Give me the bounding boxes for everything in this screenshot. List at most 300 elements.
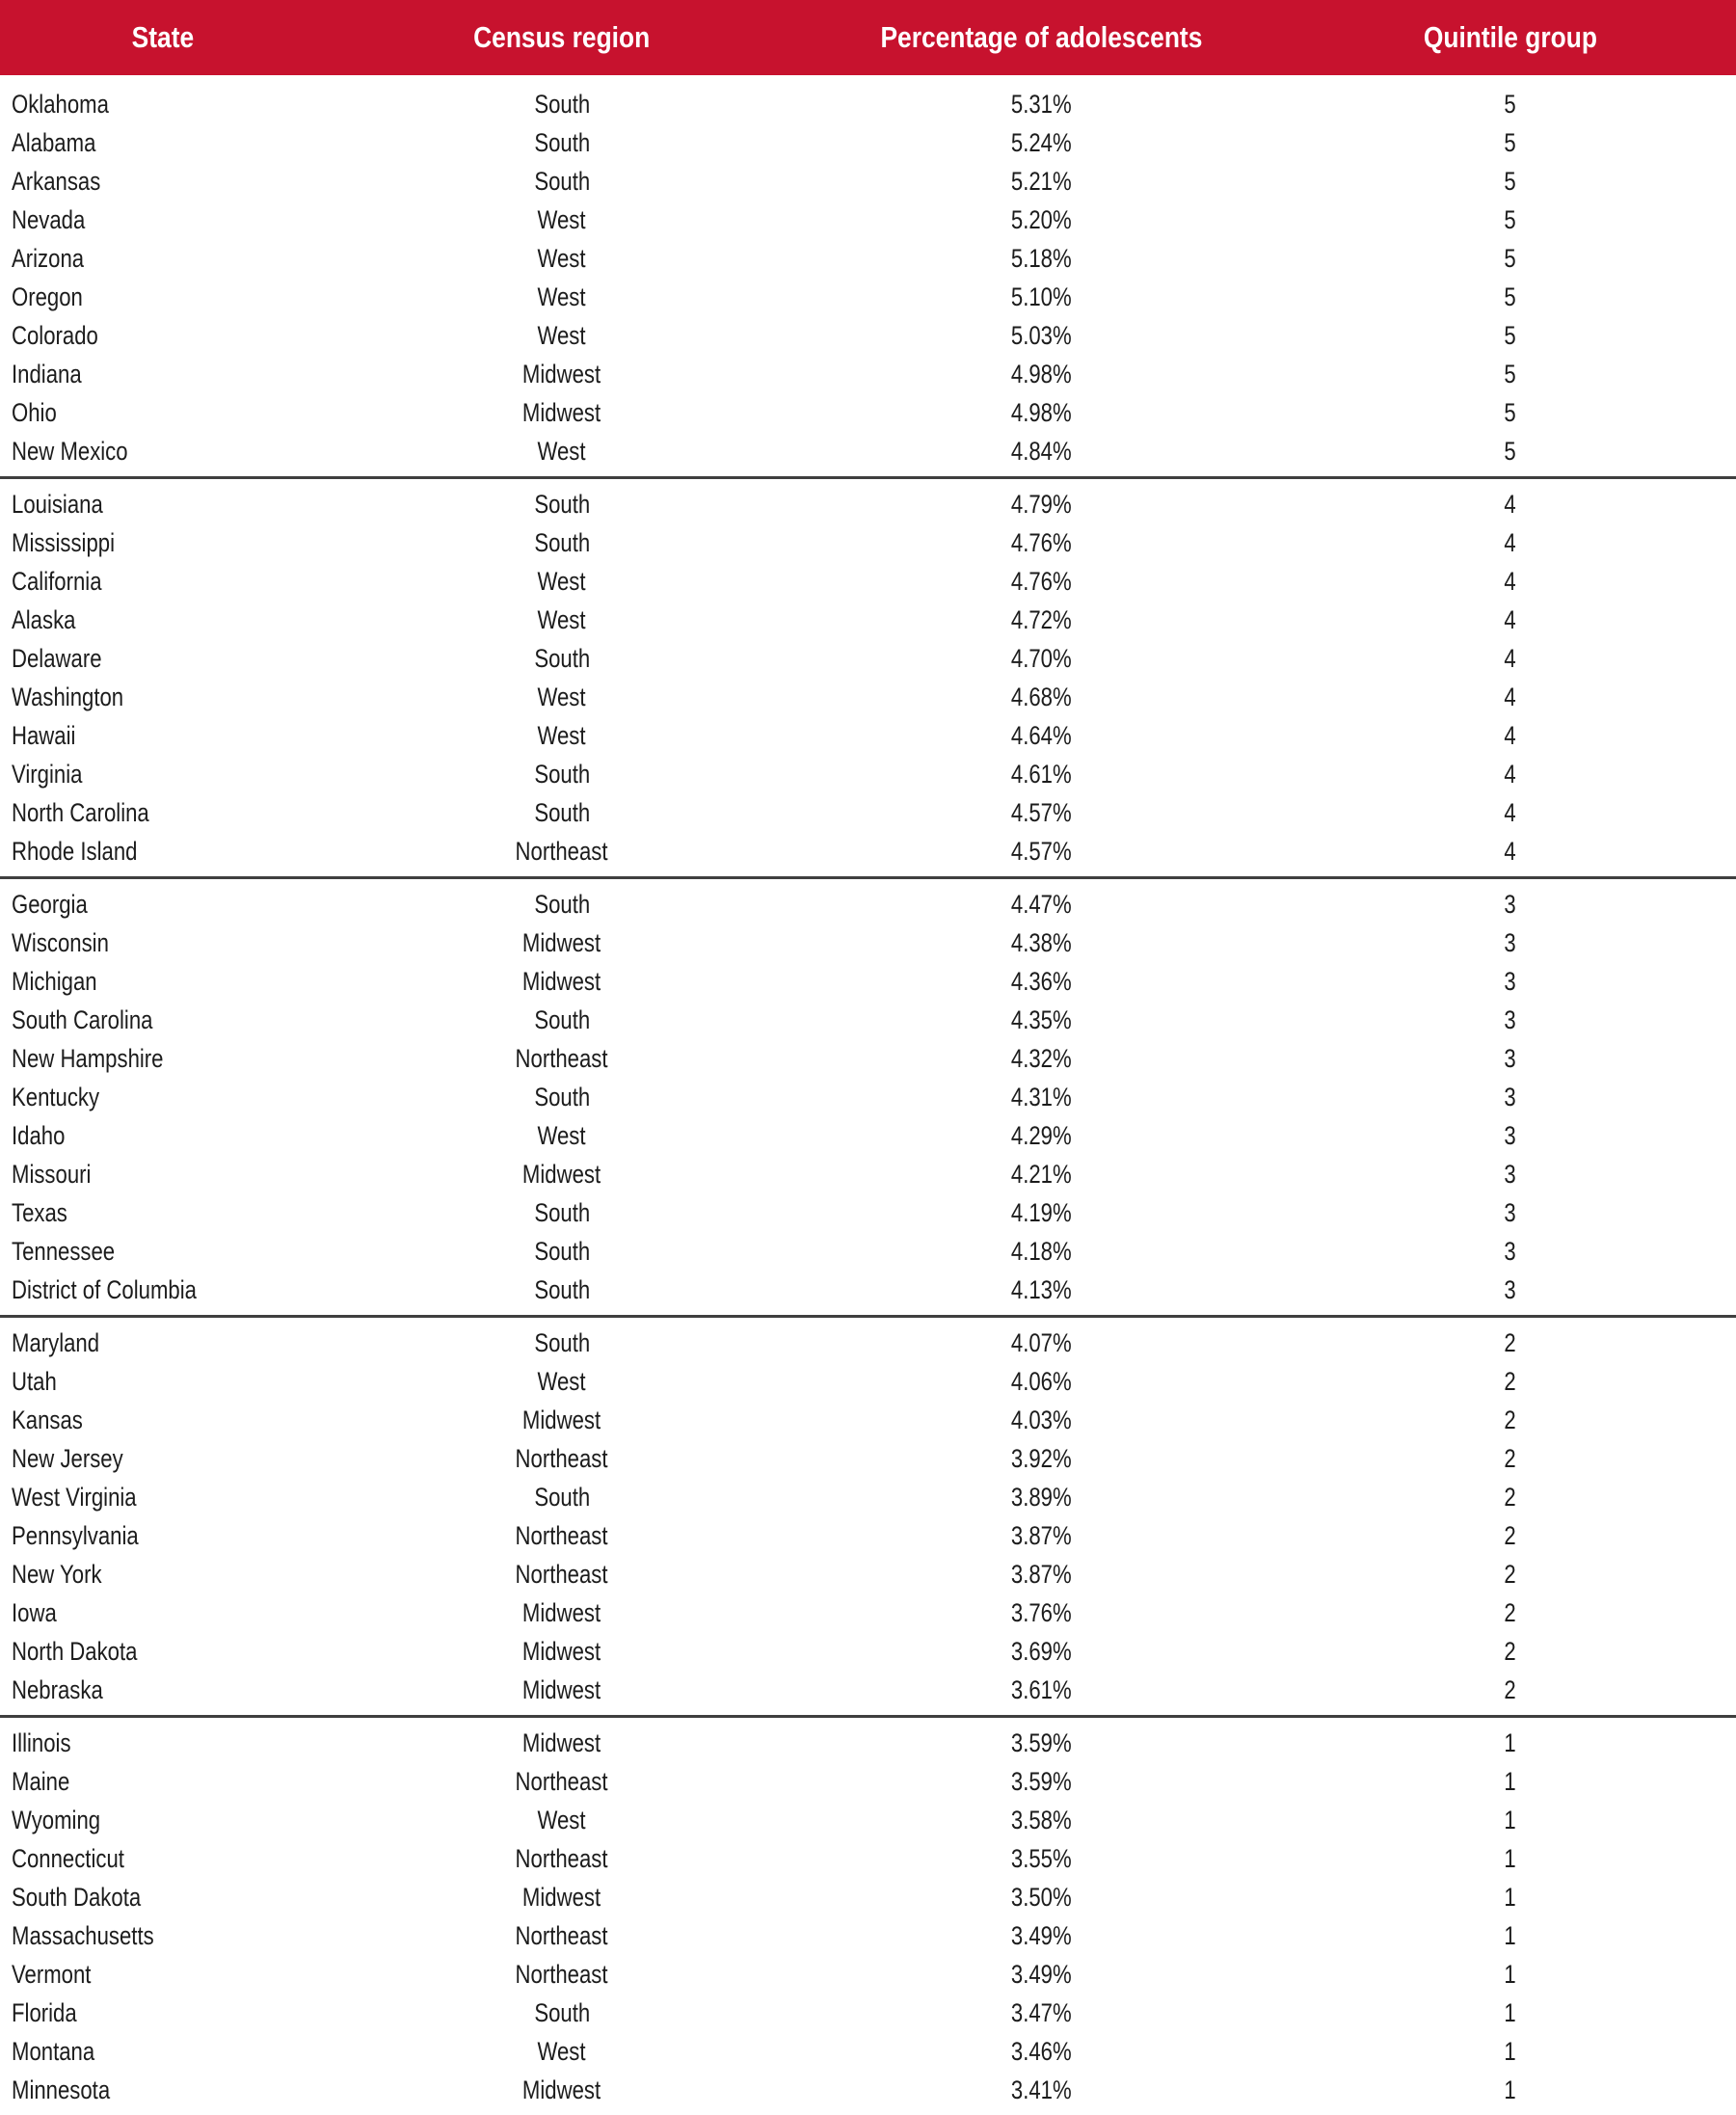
table-row bbox=[0, 1317, 1736, 1363]
percentage-cell-text: 3.61% bbox=[1011, 1675, 1072, 1705]
percentage-cell bbox=[798, 1116, 1285, 1155]
census-region-cell-text: South bbox=[534, 798, 590, 828]
census-region-cell bbox=[326, 239, 798, 278]
census-region-cell-text: Northeast bbox=[516, 1767, 608, 1797]
quintile-group-1 bbox=[0, 1717, 1736, 2115]
census-region-cell bbox=[326, 1593, 798, 1632]
state-cell bbox=[0, 1401, 326, 1439]
state-cell bbox=[0, 1078, 326, 1116]
quintile-cell bbox=[1285, 1955, 1736, 1994]
census-region-cell bbox=[326, 278, 798, 316]
quintile-cell bbox=[1285, 1555, 1736, 1593]
census-region-cell bbox=[326, 716, 798, 755]
percentage-cell-text: 3.76% bbox=[1011, 1598, 1072, 1628]
state-cell bbox=[0, 878, 326, 924]
state-cell bbox=[0, 1362, 326, 1401]
census-region-cell-text: Midwest bbox=[522, 398, 601, 428]
state-cell-text: Massachusetts bbox=[12, 1921, 154, 1951]
quintile-cell-text: 5 bbox=[1505, 205, 1516, 235]
state-cell bbox=[0, 123, 326, 162]
census-region-cell-text: Midwest bbox=[522, 1598, 601, 1628]
table-row bbox=[0, 201, 1736, 239]
percentage-cell-text: 3.87% bbox=[1011, 1560, 1072, 1590]
census-region-cell-text: South bbox=[534, 167, 590, 197]
table-row bbox=[0, 355, 1736, 393]
census-region-cell bbox=[326, 1155, 798, 1193]
quintile-cell bbox=[1285, 316, 1736, 355]
table-row bbox=[0, 478, 1736, 524]
state-cell-text: North Dakota bbox=[12, 1637, 137, 1667]
state-cell-text: Tennessee bbox=[12, 1237, 115, 1267]
census-region-cell-text: West bbox=[538, 437, 586, 467]
table-row bbox=[0, 1671, 1736, 1717]
quintile-cell bbox=[1285, 2071, 1736, 2115]
census-region-cell-text: Midwest bbox=[522, 1728, 601, 1758]
quintile-cell bbox=[1285, 1994, 1736, 2032]
table-row bbox=[0, 678, 1736, 716]
census-region-cell bbox=[326, 1839, 798, 1878]
percentage-cell-text: 4.68% bbox=[1011, 683, 1072, 712]
quintile-cell-text: 4 bbox=[1505, 683, 1516, 712]
percentage-cell-text: 3.92% bbox=[1011, 1444, 1072, 1474]
percentage-cell bbox=[798, 1155, 1285, 1193]
quintile-cell bbox=[1285, 478, 1736, 524]
state-cell-text: Virginia bbox=[12, 760, 82, 790]
census-region-cell bbox=[326, 1401, 798, 1439]
table-row bbox=[0, 716, 1736, 755]
state-cell-text: Pennsylvania bbox=[12, 1521, 139, 1551]
state-cell-text: Missouri bbox=[12, 1160, 91, 1190]
census-region-cell bbox=[326, 962, 798, 1001]
quintile-cell bbox=[1285, 1717, 1736, 1763]
table-row bbox=[0, 1994, 1736, 2032]
table-row bbox=[0, 832, 1736, 878]
state-cell bbox=[0, 75, 326, 123]
quintile-cell bbox=[1285, 793, 1736, 832]
quintile-cell bbox=[1285, 1039, 1736, 1078]
quintile-cell bbox=[1285, 832, 1736, 878]
state-cell-text: Michigan bbox=[12, 967, 97, 997]
quintile-group-2 bbox=[0, 1317, 1736, 1717]
state-cell bbox=[0, 1516, 326, 1555]
quintile-cell bbox=[1285, 75, 1736, 123]
quintile-cell bbox=[1285, 1478, 1736, 1516]
census-region-cell-text: Midwest bbox=[522, 928, 601, 958]
percentage-cell-text: 5.03% bbox=[1011, 321, 1072, 351]
percentage-cell bbox=[798, 1317, 1285, 1363]
column-header-quintile-label: Quintile group bbox=[1424, 20, 1597, 55]
percentage-cell-text: 4.72% bbox=[1011, 605, 1072, 635]
table-row bbox=[0, 924, 1736, 962]
percentage-cell bbox=[798, 1801, 1285, 1839]
state-cell bbox=[0, 162, 326, 201]
percentage-cell-text: 4.31% bbox=[1011, 1083, 1072, 1112]
table-row bbox=[0, 432, 1736, 478]
quintile-cell bbox=[1285, 1155, 1736, 1193]
state-cell-text: Montana bbox=[12, 2037, 94, 2067]
table-row bbox=[0, 639, 1736, 678]
quintile-cell-text: 3 bbox=[1505, 890, 1516, 920]
table-row bbox=[0, 1271, 1736, 1317]
state-cell-text: Rhode Island bbox=[12, 837, 137, 867]
census-region-cell bbox=[326, 793, 798, 832]
column-header-state-label: State bbox=[132, 20, 194, 55]
percentage-cell bbox=[798, 75, 1285, 123]
quintile-group-3 bbox=[0, 878, 1736, 1317]
table-row bbox=[0, 755, 1736, 793]
percentage-cell-text: 3.58% bbox=[1011, 1806, 1072, 1835]
percentage-cell-text: 3.69% bbox=[1011, 1637, 1072, 1667]
quintile-cell bbox=[1285, 123, 1736, 162]
percentage-cell-text: 5.10% bbox=[1011, 282, 1072, 312]
quintile-cell-text: 2 bbox=[1505, 1637, 1516, 1667]
quintile-cell-text: 1 bbox=[1505, 1883, 1516, 1913]
census-region-cell bbox=[326, 1439, 798, 1478]
quintile-cell-text: 5 bbox=[1505, 244, 1516, 274]
quintile-cell-text: 1 bbox=[1505, 1728, 1516, 1758]
percentage-cell bbox=[798, 793, 1285, 832]
quintile-cell bbox=[1285, 201, 1736, 239]
state-cell-text: Wyoming bbox=[12, 1806, 100, 1835]
quintile-cell bbox=[1285, 1593, 1736, 1632]
census-region-cell-text: Midwest bbox=[522, 1883, 601, 1913]
table-row bbox=[0, 1717, 1736, 1763]
state-cell bbox=[0, 832, 326, 878]
quintile-cell bbox=[1285, 162, 1736, 201]
table-row bbox=[0, 1593, 1736, 1632]
census-region-cell bbox=[326, 523, 798, 562]
state-cell-text: Utah bbox=[12, 1367, 57, 1397]
percentage-cell-text: 3.59% bbox=[1011, 1767, 1072, 1797]
percentage-cell bbox=[798, 239, 1285, 278]
census-region-cell-text: South bbox=[534, 490, 590, 520]
percentage-cell-text: 4.70% bbox=[1011, 644, 1072, 674]
census-region-cell-text: South bbox=[534, 128, 590, 158]
table-row bbox=[0, 1362, 1736, 1401]
census-region-cell-text: South bbox=[534, 1328, 590, 1358]
percentage-cell bbox=[798, 639, 1285, 678]
state-cell-text: Vermont bbox=[12, 1960, 91, 1990]
quintile-cell bbox=[1285, 716, 1736, 755]
quintile-cell bbox=[1285, 1516, 1736, 1555]
quintile-cell bbox=[1285, 639, 1736, 678]
quintile-cell-text: 4 bbox=[1505, 644, 1516, 674]
percentage-cell-text: 4.18% bbox=[1011, 1237, 1072, 1267]
census-region-cell-text: Northeast bbox=[516, 1960, 608, 1990]
state-cell-text: Delaware bbox=[12, 644, 102, 674]
quintile-cell bbox=[1285, 1762, 1736, 1801]
percentage-cell bbox=[798, 2071, 1285, 2115]
percentage-cell-text: 4.98% bbox=[1011, 398, 1072, 428]
percentage-cell-text: 4.29% bbox=[1011, 1121, 1072, 1151]
quintile-cell-text: 5 bbox=[1505, 167, 1516, 197]
table-row bbox=[0, 2032, 1736, 2071]
quintile-cell bbox=[1285, 1317, 1736, 1363]
quintile-cell-text: 1 bbox=[1505, 1767, 1516, 1797]
census-region-cell bbox=[326, 1317, 798, 1363]
table-row bbox=[0, 1078, 1736, 1116]
quintile-cell bbox=[1285, 1078, 1736, 1116]
table-row bbox=[0, 1478, 1736, 1516]
percentage-cell-text: 3.87% bbox=[1011, 1521, 1072, 1551]
table-row bbox=[0, 1232, 1736, 1271]
census-region-cell-text: South bbox=[534, 1483, 590, 1513]
quintile-cell-text: 4 bbox=[1505, 837, 1516, 867]
state-cell-text: Maine bbox=[12, 1767, 69, 1797]
percentage-cell bbox=[798, 716, 1285, 755]
state-cell bbox=[0, 1155, 326, 1193]
percentage-cell bbox=[798, 1271, 1285, 1317]
census-region-cell-text: West bbox=[538, 321, 586, 351]
census-region-cell-text: South bbox=[534, 644, 590, 674]
state-cell-text: Kansas bbox=[12, 1406, 83, 1435]
percentage-cell-text: 4.06% bbox=[1011, 1367, 1072, 1397]
table-row bbox=[0, 1632, 1736, 1671]
state-cell bbox=[0, 523, 326, 562]
percentage-cell bbox=[798, 832, 1285, 878]
state-cell bbox=[0, 432, 326, 478]
percentage-cell bbox=[798, 1994, 1285, 2032]
column-header-state bbox=[0, 0, 326, 75]
percentage-cell bbox=[798, 162, 1285, 201]
percentage-cell-text: 4.84% bbox=[1011, 437, 1072, 467]
quintile-cell-text: 2 bbox=[1505, 1406, 1516, 1435]
census-region-cell bbox=[326, 393, 798, 432]
table-row bbox=[0, 1839, 1736, 1878]
percentage-cell-text: 5.24% bbox=[1011, 128, 1072, 158]
state-cell bbox=[0, 2071, 326, 2115]
census-region-cell-text: South bbox=[534, 760, 590, 790]
table-row bbox=[0, 1401, 1736, 1439]
percentage-cell bbox=[798, 1593, 1285, 1632]
percentage-cell-text: 3.89% bbox=[1011, 1483, 1072, 1513]
table-row bbox=[0, 793, 1736, 832]
column-header-census-region-label: Census region bbox=[473, 20, 650, 55]
quintile-cell-text: 1 bbox=[1505, 1844, 1516, 1874]
census-region-cell-text: South bbox=[534, 1005, 590, 1035]
census-region-cell-text: South bbox=[534, 1083, 590, 1112]
table-row bbox=[0, 1039, 1736, 1078]
census-region-cell bbox=[326, 1555, 798, 1593]
quintile-cell-text: 3 bbox=[1505, 1121, 1516, 1151]
census-region-cell bbox=[326, 1671, 798, 1717]
percentage-cell-text: 4.07% bbox=[1011, 1328, 1072, 1358]
census-region-cell-text: Northeast bbox=[516, 1921, 608, 1951]
quintile-cell bbox=[1285, 962, 1736, 1001]
percentage-cell-text: 5.31% bbox=[1011, 90, 1072, 120]
census-region-cell-text: West bbox=[538, 205, 586, 235]
census-region-cell bbox=[326, 878, 798, 924]
percentage-cell bbox=[798, 278, 1285, 316]
table-row bbox=[0, 1555, 1736, 1593]
quintile-cell-text: 4 bbox=[1505, 798, 1516, 828]
state-cell bbox=[0, 1271, 326, 1317]
census-region-cell-text: South bbox=[534, 1275, 590, 1305]
quintile-cell-text: 1 bbox=[1505, 2037, 1516, 2067]
state-cell bbox=[0, 678, 326, 716]
percentage-cell-text: 5.18% bbox=[1011, 244, 1072, 274]
state-cell bbox=[0, 793, 326, 832]
table-row bbox=[0, 278, 1736, 316]
census-region-cell bbox=[326, 601, 798, 639]
census-region-cell bbox=[326, 1632, 798, 1671]
census-region-cell bbox=[326, 2032, 798, 2071]
state-cell bbox=[0, 1994, 326, 2032]
quintile-cell-text: 1 bbox=[1505, 1998, 1516, 2028]
quintile-cell-text: 2 bbox=[1505, 1444, 1516, 1474]
census-region-cell bbox=[326, 355, 798, 393]
census-region-cell bbox=[326, 832, 798, 878]
column-header-percentage-label: Percentage of adolescents bbox=[881, 20, 1203, 55]
census-region-cell bbox=[326, 1717, 798, 1763]
quintile-cell bbox=[1285, 1439, 1736, 1478]
quintile-cell bbox=[1285, 755, 1736, 793]
percentage-cell-text: 3.49% bbox=[1011, 1921, 1072, 1951]
state-cell-text: Arkansas bbox=[12, 167, 100, 197]
quintile-cell-text: 1 bbox=[1505, 1960, 1516, 1990]
state-cell-text: Washington bbox=[12, 683, 123, 712]
census-region-cell-text: South bbox=[534, 90, 590, 120]
percentage-cell bbox=[798, 1632, 1285, 1671]
census-region-cell-text: Northeast bbox=[516, 1844, 608, 1874]
quintile-cell-text: 5 bbox=[1505, 128, 1516, 158]
quintile-cell bbox=[1285, 601, 1736, 639]
state-cell-text: New Hampshire bbox=[12, 1044, 163, 1074]
state-cell-text: New Mexico bbox=[12, 437, 128, 467]
census-region-cell bbox=[326, 2071, 798, 2115]
percentage-cell bbox=[798, 1478, 1285, 1516]
census-region-cell bbox=[326, 1762, 798, 1801]
state-cell-text: Oregon bbox=[12, 282, 83, 312]
quintile-cell bbox=[1285, 1878, 1736, 1916]
state-cell-text: North Carolina bbox=[12, 798, 149, 828]
quintile-cell bbox=[1285, 678, 1736, 716]
percentage-cell-text: 4.19% bbox=[1011, 1198, 1072, 1228]
table-row bbox=[0, 393, 1736, 432]
quintile-cell bbox=[1285, 1271, 1736, 1317]
percentage-cell bbox=[798, 478, 1285, 524]
state-cell-text: West Virginia bbox=[12, 1483, 137, 1513]
state-cell-text: Wisconsin bbox=[12, 928, 109, 958]
state-cell bbox=[0, 1039, 326, 1078]
percentage-cell-text: 4.13% bbox=[1011, 1275, 1072, 1305]
state-cell-text: Maryland bbox=[12, 1328, 99, 1358]
census-region-cell bbox=[326, 1916, 798, 1955]
percentage-cell bbox=[798, 962, 1285, 1001]
state-cell bbox=[0, 1478, 326, 1516]
percentage-cell-text: 3.49% bbox=[1011, 1960, 1072, 1990]
percentage-cell bbox=[798, 2032, 1285, 2071]
percentage-cell bbox=[798, 1039, 1285, 1078]
quintile-cell-text: 2 bbox=[1505, 1483, 1516, 1513]
percentage-cell bbox=[798, 1439, 1285, 1478]
state-cell bbox=[0, 1916, 326, 1955]
quintile-cell bbox=[1285, 1801, 1736, 1839]
census-region-cell bbox=[326, 1001, 798, 1039]
column-header-census-region bbox=[326, 0, 798, 75]
percentage-cell-text: 4.57% bbox=[1011, 837, 1072, 867]
state-cell-text: Hawaii bbox=[12, 721, 75, 751]
state-cell-text: California bbox=[12, 567, 102, 597]
census-region-cell bbox=[326, 678, 798, 716]
state-cell bbox=[0, 1317, 326, 1363]
census-region-cell-text: West bbox=[538, 683, 586, 712]
state-cell-text: Texas bbox=[12, 1198, 67, 1228]
census-region-cell bbox=[326, 316, 798, 355]
census-region-cell bbox=[326, 562, 798, 601]
percentage-cell-text: 4.03% bbox=[1011, 1406, 1072, 1435]
census-region-cell bbox=[326, 1362, 798, 1401]
quintile-cell bbox=[1285, 1401, 1736, 1439]
census-region-cell-text: Northeast bbox=[516, 1521, 608, 1551]
quintile-cell-text: 3 bbox=[1505, 1160, 1516, 1190]
state-cell bbox=[0, 1717, 326, 1763]
percentage-cell bbox=[798, 1762, 1285, 1801]
census-region-cell-text: Midwest bbox=[522, 967, 601, 997]
census-region-cell-text: Midwest bbox=[522, 1675, 601, 1705]
state-cell bbox=[0, 316, 326, 355]
quintile-cell-text: 2 bbox=[1505, 1367, 1516, 1397]
quintile-cell-text: 4 bbox=[1505, 567, 1516, 597]
census-region-cell bbox=[326, 432, 798, 478]
census-region-cell-text: South bbox=[534, 1237, 590, 1267]
percentage-cell bbox=[798, 1516, 1285, 1555]
census-region-cell-text: Midwest bbox=[522, 1637, 601, 1667]
state-cell-text: Alaska bbox=[12, 605, 75, 635]
percentage-cell-text: 4.35% bbox=[1011, 1005, 1072, 1035]
census-region-cell-text: South bbox=[534, 890, 590, 920]
quintile-cell-text: 4 bbox=[1505, 528, 1516, 558]
state-cell bbox=[0, 716, 326, 755]
percentage-cell-text: 3.50% bbox=[1011, 1883, 1072, 1913]
census-region-cell bbox=[326, 478, 798, 524]
census-region-cell-text: West bbox=[538, 1367, 586, 1397]
census-region-cell bbox=[326, 1271, 798, 1317]
census-region-cell-text: Midwest bbox=[522, 1406, 601, 1435]
column-header-quintile bbox=[1285, 0, 1736, 75]
percentage-cell bbox=[798, 123, 1285, 162]
percentage-cell bbox=[798, 432, 1285, 478]
state-cell-text: Alabama bbox=[12, 128, 95, 158]
census-region-cell-text: West bbox=[538, 1806, 586, 1835]
percentage-cell-text: 4.79% bbox=[1011, 490, 1072, 520]
table-row bbox=[0, 1878, 1736, 1916]
percentage-cell bbox=[798, 755, 1285, 793]
quintile-cell-text: 5 bbox=[1505, 282, 1516, 312]
quintile-cell-text: 3 bbox=[1505, 1198, 1516, 1228]
table-row bbox=[0, 1439, 1736, 1478]
quintile-cell-text: 5 bbox=[1505, 90, 1516, 120]
state-cell-text: Nebraska bbox=[12, 1675, 103, 1705]
census-region-cell-text: Northeast bbox=[516, 837, 608, 867]
census-region-cell bbox=[326, 1878, 798, 1916]
state-cell bbox=[0, 478, 326, 524]
quintile-cell-text: 5 bbox=[1505, 321, 1516, 351]
quintile-cell bbox=[1285, 523, 1736, 562]
table-row bbox=[0, 162, 1736, 201]
state-cell-text: Indiana bbox=[12, 360, 82, 389]
census-region-cell bbox=[326, 1516, 798, 1555]
state-cell bbox=[0, 1801, 326, 1839]
census-region-cell-text: West bbox=[538, 1121, 586, 1151]
census-region-cell bbox=[326, 162, 798, 201]
quintile-cell bbox=[1285, 1671, 1736, 1717]
table-row bbox=[0, 75, 1736, 123]
percentage-cell-text: 4.47% bbox=[1011, 890, 1072, 920]
quintile-cell-text: 3 bbox=[1505, 928, 1516, 958]
state-cell bbox=[0, 562, 326, 601]
percentage-cell-text: 5.21% bbox=[1011, 167, 1072, 197]
